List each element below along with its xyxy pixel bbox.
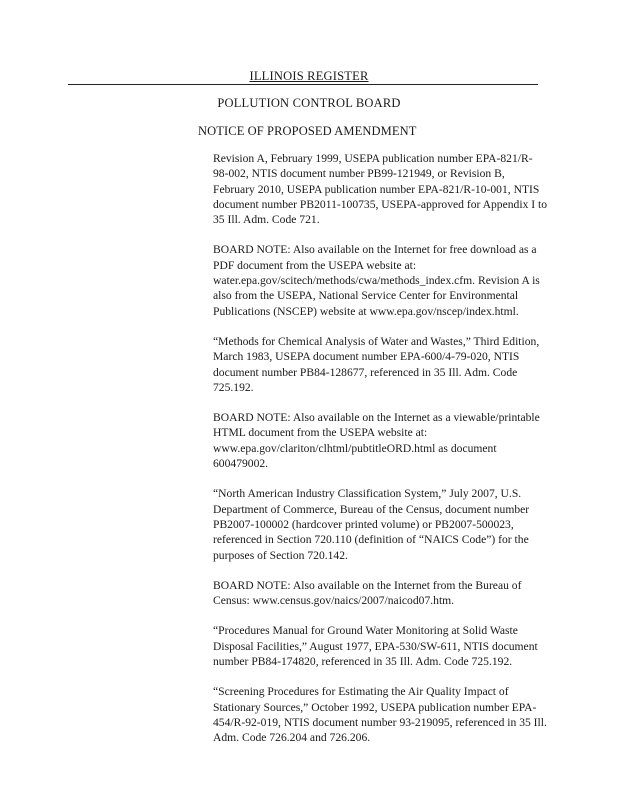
register-title: ILLINOIS REGISTER bbox=[249, 69, 369, 83]
paragraph-screening-procedures: “Screening Procedures for Estimating the Air Quality Impact of Stationary Sources,” October 1992, USEPA publication number EPA-454/R-92-019, NTIS document number 93-219095, referenced in 35 Ill. Adm. Code 726.204 and 726.206. bbox=[213, 685, 547, 745]
board-title: POLLUTION CONTROL BOARD bbox=[217, 96, 401, 110]
paragraph-naics: “North American Industry Classification System,” July 2007, U.S. Department of Commerce, Bureau of the Census, document number PB2007-100002 (hardcover printed volume) or PB2007-500023, referenced in Section 720.110 (definition of “NAICS Code”) for the purposes of Section 720.142. bbox=[213, 487, 530, 562]
paragraph-methods: “Methods for Chemical Analysis of Water and Wastes,” Third Edition, March 1983, USEPA document number EPA-600/4-79-020, NTIS document number PB84-128677, referenced in 35 Ill. Adm. Code 725.192. bbox=[213, 334, 540, 394]
paragraph-board-note-1: BOARD NOTE: Also available on the Internet for free download as a PDF document from the USEPA website at: water.epa.gov/scitech/methods/cwa/methods_index.cfm. Revision A is also from the USEPA, National Service Center for Environmental Publications (NSCEP) website at www.epa.gov/nscep/index.html. bbox=[213, 243, 540, 318]
paragraph-board-note-3: BOARD NOTE: Also available on the Internet from the Bureau of Census: www.census.gov/naics/2007/naicod07.htm. bbox=[213, 578, 522, 608]
notice-title: NOTICE OF PROPOSED AMENDMENT bbox=[198, 124, 417, 138]
paragraph-board-note-2: BOARD NOTE: Also available on the Internet as a viewable/printable HTML document from the USEPA website at: www.epa.gov/clariton/clhtml/pubtitleORD.html as document 600479002. bbox=[213, 411, 540, 471]
paragraph-procedures-manual: “Procedures Manual for Ground Water Monitoring at Solid Waste Disposal Facilities,” August 1977, EPA-530/SW-611, NTIS document number PB84-174820, referenced in 35 Ill. Adm. Code 725.192. bbox=[213, 624, 538, 669]
paragraph-revision: Revision A, February 1999, USEPA publication number EPA-821/R-98-002, NTIS document number PB99-121949, or Revision B, February 2010, USEPA publication number EPA-821/R-10-001, NTIS document number PB2011-100735, USEPA-approved for Appendix I to 35 Ill. Adm. Code 721. bbox=[213, 152, 548, 227]
document-body bbox=[213, 151, 548, 761]
header-rule bbox=[68, 84, 538, 85]
